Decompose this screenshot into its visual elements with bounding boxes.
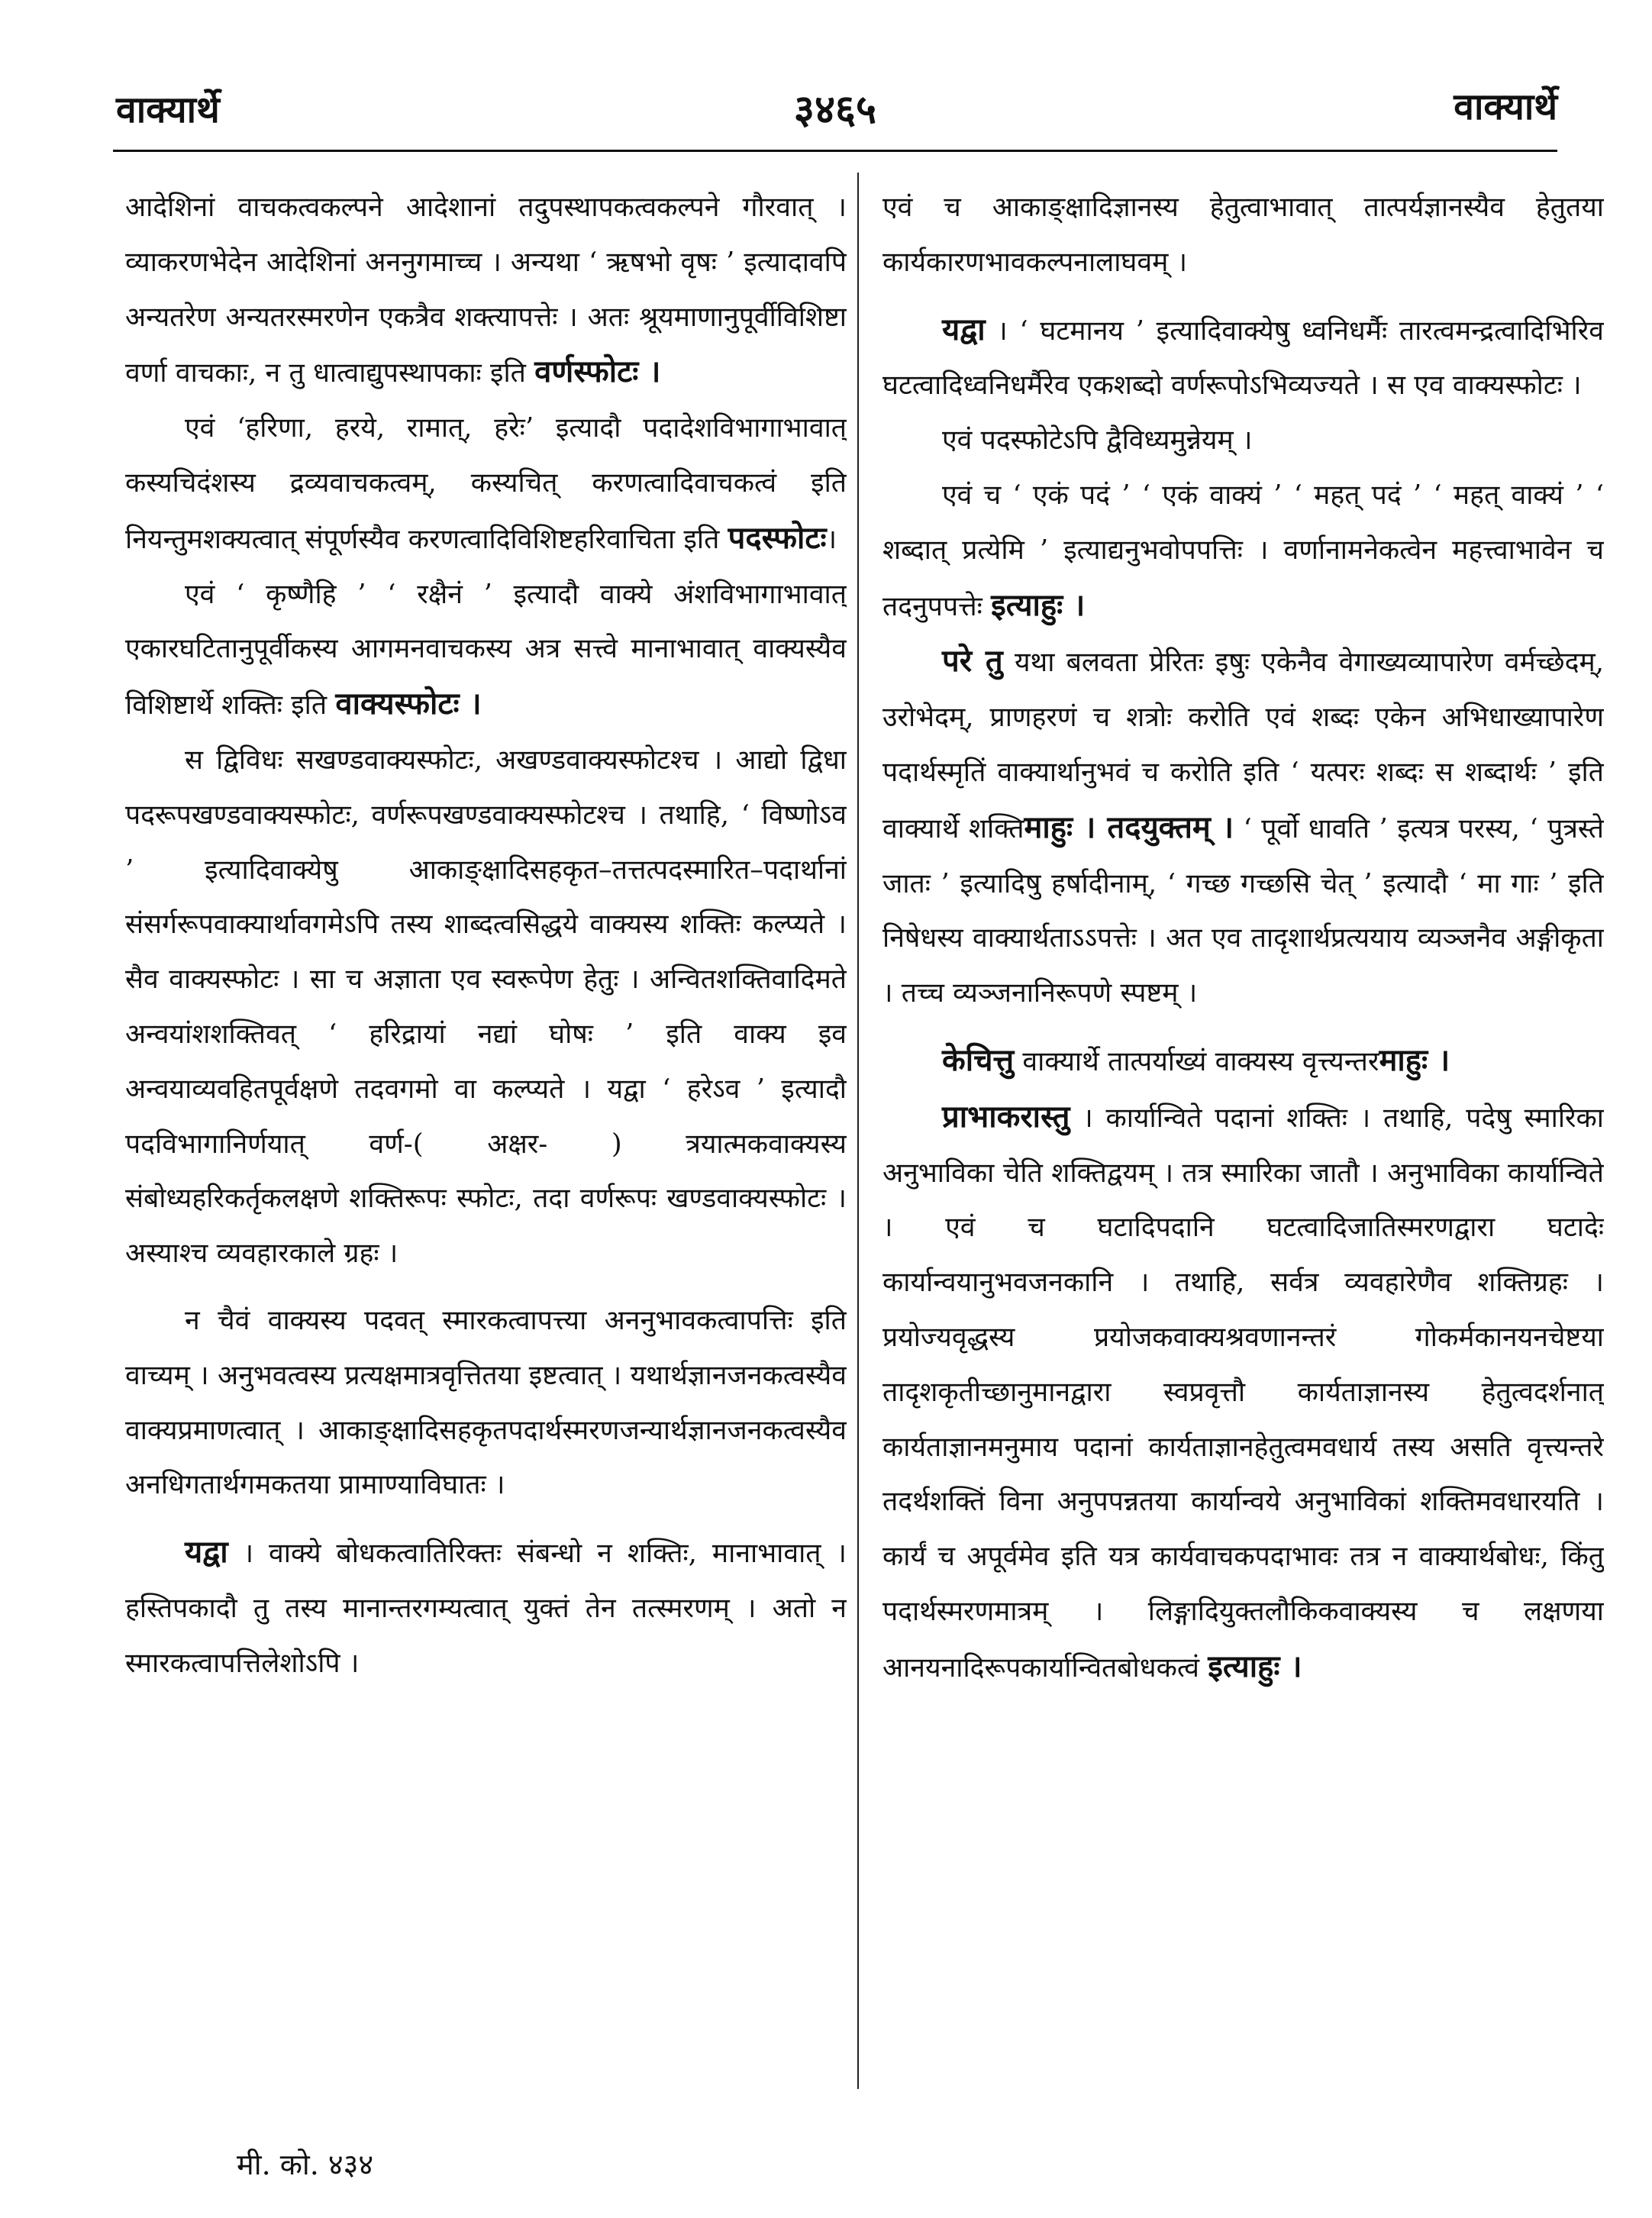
paragraph	[125, 1525, 847, 1690]
paragraph-text: न चैवं वाक्यस्य पदवत् स्मारकत्वापत्त्या अननुभावकत्वापत्तिः इति वाच्यम् । अनुभवत्वस्य प्रत्यक्षमात्रवृत्तितया इष्टत्वात् । यथार्थज्ञानजनकत्वस्यैव वाक्यप्रमाणत्वात् । आकाङ्क्षादिसहकृतपदार्थस्मरणजन्यार्थज्ञानजनकत्वस्यैव अनधिगतार्थगमकतया प्रामाण्याविघातः ।	[125, 1304, 847, 1501]
header-rule	[113, 150, 1557, 152]
paragraph-text: । वाक्ये बोधकत्वातिरिक्तः संबन्धो न शक्तिः, मानाभावात् । हस्तिपकादौ तु तस्य मानान्तरगम्यत्वात् युक्तं तेन तत्स्मरणम् । अतो न स्मारकत्वापत्तिलेशोऽपि ।	[125, 1538, 847, 1679]
paragraph	[882, 468, 1604, 634]
page-header	[113, 70, 1557, 133]
term-bold: इत्याहुः ।	[1208, 1648, 1302, 1684]
paragraph	[125, 567, 847, 733]
paragraph-text: वाक्यार्थे तात्पर्याख्यं वाक्यस्य वृत्त्यन्तर	[1014, 1045, 1379, 1077]
footer-signature: मी. को. ४३४	[237, 2148, 374, 2181]
paragraph-text: एवं ‘हरिणा, हरये, रामात्, हरेः’ इत्यादौ पदादेशविभागाभावात् कस्यचिदंशस्य द्रव्यवाचकत्वम्, कस्यचित् करणत्वादिवाचकत्वं इति नियन्तुमशक्यत्वात् संपूर्णस्यैव करणत्वादिविशिष्टहरिवाचिता इति	[125, 412, 847, 555]
term-bold: पदस्फोटः	[728, 519, 827, 556]
paragraph	[882, 1090, 1604, 1696]
term-bold: प्राभाकरास्तु	[942, 1098, 1070, 1135]
paragraph-text: ।	[826, 523, 837, 555]
paragraph-text: एवं च ‘ एकं पदं ’ ‘ एकं वाक्यं ’ ‘ महत् पदं ’ ‘ महत् वाक्यं ’ ‘ शब्दात् प्रत्येमि ’ इत्याद्यनुभवोपपत्तिः । वर्णानामनेकत्वेन महत्त्वाभावेन च तदनुपपत्तेः	[882, 479, 1604, 622]
paragraph	[125, 733, 847, 1281]
paragraph-text: एवं ‘ कृष्णैहि ’ ‘ रक्षैनं ’ इत्यादौ वाक्ये अंशविभागाभावात् एकारघटितानुपूर्वीकस्य आगमनवाचकस्य अत्र सत्त्वे मानाभावात् वाक्यस्यैव विशिष्टार्थे शक्तिः इति	[125, 578, 847, 722]
page-number: ३४६५	[793, 86, 877, 133]
term-bold: यद्वा	[942, 311, 986, 347]
paragraph	[882, 180, 1604, 290]
paragraph	[882, 1033, 1604, 1090]
paragraph	[882, 302, 1604, 414]
term-bold: यद्वा	[185, 1534, 228, 1571]
paragraph-text: । ‘ घटमानय ’ इत्यादिवाक्येषु ध्वनिधर्मैः तारत्वमन्द्रत्वादिभिरिव घटत्वादिध्वनिधर्मैरेव एकशब्दो वर्णरूपोऽभिव्यज्यते । स एव वाक्यस्फोटः ।	[882, 315, 1604, 402]
paragraph	[882, 413, 1604, 468]
paragraph-text: । कार्यान्विते पदानां शक्तिः । तथाहि, पदेषु स्मारिका अनुभाविका चेति शक्तिद्वयम् । तत्र स्मारिका जातौ । अनुभाविका कार्यान्विते । एवं च घटादिपदानि घटत्वादिजातिस्मरणद्वारा घटादेः कार्यान्वयानुभवजनकानि । तथाहि, सर्वत्र व्यवहारेणैव शक्तिग्रहः । प्रयोज्यवृद्धस्य प्रयोजकवाक्यश्रवणानन्तरं गोकर्मकानयनचेष्टया तादृशकृतीच्छानुमानद्वारा स्वप्रवृत्तौ कार्यताज्ञानस्य हेतुत्वदर्शनात् कार्यताज्ञानमनुमाय पदानां कार्यताज्ञानहेतुत्वमवधार्य तस्य असति वृत्त्यन्तरे तदर्थशक्तिं विना अनुपपन्नतया कार्यान्वये अनुभाविकां शक्तिमवधारयति । कार्यं च अपूर्वमेव इति यत्र कार्यवाचकपदाभावः तत्र न वाक्यार्थबोधः, किंतु पदार्थस्मरणमात्रम् । लिङ्गादियुक्तलौकिकवाक्यस्य च लक्षणया आनयनादिरूपकार्यान्वितबोधकत्वं	[882, 1102, 1604, 1684]
term-bold: वाक्यस्फोटः ।	[335, 686, 482, 722]
term-bold: इत्याहुः ।	[991, 586, 1086, 623]
term-bold: माहुः । तदयुक्तम् ।	[1024, 809, 1234, 845]
term-bold: केचित्तु	[942, 1041, 1015, 1078]
paragraph	[125, 1293, 847, 1513]
right-column	[882, 180, 1604, 2089]
paragraph-text: यथा बलवता प्रेरितः इषुः एकेनैव वेगाख्यव्यापारेण वर्मच्छेदम्, उरोभेदम्, प्राणहरणं च शत्रोः करोति एवं शब्दः एकेन अभिधाख्यापारेण पदार्थस्मृतिं वाक्यार्थानुभवं च करोति इति ‘ यत्परः शब्दः स शब्दार्थः ’ इति वाक्यार्थे शक्ति	[882, 647, 1604, 844]
header-left-word: वाक्यार्थे	[116, 89, 220, 131]
term-bold: माहुः ।	[1379, 1041, 1450, 1078]
paragraph	[125, 180, 847, 401]
column-divider	[857, 173, 859, 2089]
paragraph	[125, 401, 847, 567]
paragraph-text: एवं च आकाङ्क्षादिज्ञानस्य हेतुत्वाभावात् तात्पर्यज्ञानस्यैव हेतुतया कार्यकारणभावकल्पनालाघवम् ।	[882, 192, 1604, 278]
paragraph	[882, 634, 1604, 1021]
header-right-word: वाक्यार्थे	[1454, 86, 1557, 128]
paragraph-text: स द्विविधः सखण्डवाक्यस्फोटः, अखण्डवाक्यस्फोटश्च । आद्यो द्विधा पदरूपखण्डवाक्यस्फोटः, वर्णरूपखण्डवाक्यस्फोटश्च । तथाहि, ‘ विष्णोऽव ’ इत्यादिवाक्येषु आकाङ्क्षादिसहकृत–तत्तत्पदस्मारित–पदार्थानां संसर्गरूपवाक्यार्थावगमेऽपि तस्य शाब्दत्वसिद्धये वाक्यस्य शक्तिः कल्प्यते । सैव वाक्यस्फोटः । सा च अज्ञाता एव स्वरूपेण हेतुः । अन्वितशक्तिवादिमते अन्वयांशशक्तिवत् ‘ हरिद्रायां नद्यां घोषः ’ इति वाक्य इव अन्वयाव्यवहितपूर्वक्षणे तदवगमो वा कल्प्यते । यद्वा ‘ हरेऽव ’ इत्यादौ पदविभागानिर्णयात् वर्ण-( अक्षर- ) त्रयात्मकवाक्यस्य संबोध्यहरिकर्तृकलक्षणे शक्तिरूपः स्फोटः, तदा वर्णरूपः खण्डवाक्यस्फोटः । अस्याश्च व्यवहारकाले ग्रहः ।	[125, 744, 847, 1270]
paragraph-text: ‘ पूर्वो धावति ’ इत्यत्र परस्य, ‘ पुत्रस्ते जातः ’ इत्यादिषु हर्षादीनाम्, ‘ गच्छ गच्छसि चेत् ’ इत्यादौ ‘ मा गाः ’ इति निषेधस्य वाक्यार्थताऽऽपत्तेः । अत एव तादृशार्थप्रत्ययाय व्यञ्जनैव अङ्गीकृता । तच्च व्यञ्जनानिरूपणे स्पष्टम् ।	[882, 812, 1604, 1009]
paragraph-text: आदेशिनां वाचकत्वकल्पने आदेशानां तदुपस्थापकत्वकल्पने गौरवात् । व्याकरणभेदेन आदेशिनां अननुगमाच्च । अन्यथा ‘ ऋषभो वृषः ’ इत्यादावपि अन्यतरेण अन्यतरस्मरणेन एकत्रैव शक्त्यापत्तेः । अतः श्रूयमाणानुपूर्वीविशिष्टा वर्णा वाचकाः, न तु धात्वाद्युपस्थापकाः इति	[125, 192, 847, 389]
paragraph-text: एवं पदस्फोटेऽपि द्वैविध्यमुन्नेयम् ।	[942, 425, 1253, 457]
term-bold: परे तु	[942, 643, 1003, 680]
left-column	[125, 180, 847, 2089]
term-bold: वर्णस्फोटः ।	[534, 354, 661, 390]
